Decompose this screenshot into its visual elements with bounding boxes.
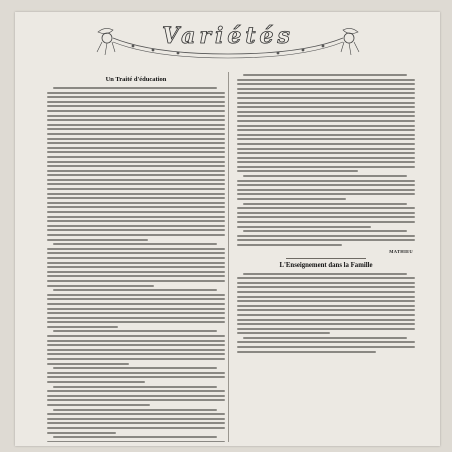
article-title: Un Traité d'éducation (105, 76, 167, 83)
text-line (237, 102, 415, 104)
text-line (47, 133, 225, 135)
text-line (237, 244, 342, 246)
text-line (47, 294, 225, 296)
text-line (47, 317, 225, 319)
text-line (47, 275, 225, 277)
text-line (47, 441, 225, 442)
text-line (53, 409, 217, 411)
text-line (47, 110, 225, 112)
right-column (237, 74, 415, 442)
text-line (47, 124, 225, 126)
text-line (47, 271, 225, 273)
text-line (237, 92, 415, 94)
text-line (237, 332, 330, 334)
text-line (237, 319, 415, 321)
text-line (237, 323, 415, 325)
text-line (47, 303, 225, 305)
text-line (237, 115, 415, 117)
text-line (243, 273, 407, 275)
text-line (47, 399, 225, 401)
text-line (237, 143, 415, 145)
text-line (237, 170, 358, 172)
text-line (237, 193, 415, 195)
text-line (237, 216, 415, 218)
text-line (237, 296, 415, 298)
text-line (47, 372, 225, 374)
text-line (47, 161, 225, 163)
text-line (237, 346, 415, 348)
text-line (53, 243, 217, 245)
text-line (47, 248, 225, 250)
text-line (237, 111, 415, 113)
text-line (237, 129, 415, 131)
text-line (237, 212, 415, 214)
text-line (47, 239, 148, 241)
article-continuation (237, 74, 415, 246)
text-line (237, 239, 415, 241)
text-line (47, 376, 225, 378)
text-line (237, 207, 415, 209)
text-line (237, 161, 415, 163)
text-line (47, 321, 225, 323)
text-line (243, 337, 407, 339)
text-line (47, 220, 225, 222)
text-line (237, 314, 415, 316)
text-line (237, 134, 415, 136)
text-line (47, 188, 225, 190)
text-line (47, 170, 225, 172)
text-line (47, 211, 225, 213)
text-line (53, 87, 217, 89)
text-line (47, 119, 225, 121)
text-line (47, 349, 225, 351)
text-line (237, 88, 415, 90)
text-line (47, 229, 225, 231)
text-line (237, 198, 346, 200)
text-line (47, 262, 225, 264)
text-line (47, 225, 225, 227)
text-line (47, 390, 225, 392)
text-line (243, 203, 407, 205)
text-line (237, 138, 415, 140)
text-line (237, 277, 415, 279)
newspaper-page (15, 12, 440, 446)
text-line (237, 180, 415, 182)
text-line (47, 128, 225, 130)
text-line (237, 328, 415, 330)
text-line (53, 436, 217, 438)
text-line (47, 298, 225, 300)
author-signature: MATHIEU (389, 248, 413, 254)
text-line (47, 266, 225, 268)
text-line (47, 156, 225, 158)
text-line (237, 97, 415, 99)
text-line (47, 363, 129, 365)
text-line (237, 291, 415, 293)
text-line (237, 166, 415, 168)
text-line (237, 148, 415, 150)
text-line (47, 427, 225, 429)
text-line (47, 174, 225, 176)
text-line (237, 300, 415, 302)
text-line (243, 74, 407, 76)
text-line (47, 422, 225, 424)
text-line (47, 142, 225, 144)
text-line (47, 381, 145, 383)
text-line (53, 367, 217, 369)
text-line (237, 351, 376, 353)
text-line (237, 189, 415, 191)
text-line (47, 202, 225, 204)
text-line (47, 92, 225, 94)
text-line (237, 120, 415, 122)
text-line (47, 413, 225, 415)
text-line (243, 175, 407, 177)
text-line (47, 216, 225, 218)
text-line (47, 312, 225, 314)
text-line (47, 326, 118, 328)
text-line (47, 280, 225, 282)
text-line (237, 83, 415, 85)
text-line (47, 151, 225, 153)
text-line (47, 432, 116, 434)
text-line (237, 282, 415, 284)
text-line (237, 184, 415, 186)
text-line (237, 106, 415, 108)
text-line (237, 157, 415, 159)
text-line (237, 286, 415, 288)
text-line (47, 285, 154, 287)
text-line (243, 230, 407, 232)
text-line (47, 340, 225, 342)
text-line (47, 101, 225, 103)
text-line (47, 165, 225, 167)
text-line (53, 386, 217, 388)
text-line (47, 179, 225, 181)
text-line (47, 183, 225, 185)
text-line (47, 335, 225, 337)
varietes-banner (93, 18, 363, 64)
text-line (47, 115, 225, 117)
text-line (47, 418, 225, 420)
text-line (237, 125, 415, 127)
text-line (53, 289, 217, 291)
article-body (47, 87, 225, 442)
text-line (47, 138, 225, 140)
text-line (237, 305, 415, 307)
text-line (47, 96, 225, 98)
text-line (47, 147, 225, 149)
article-title-2: L'Enseignement dans la Famille (279, 261, 373, 269)
text-line (237, 235, 415, 237)
separator-rule (286, 258, 366, 259)
column-divider (228, 72, 229, 442)
text-line (237, 79, 415, 81)
text-line (47, 105, 225, 107)
text-line (237, 309, 415, 311)
text-line (47, 257, 225, 259)
text-line (47, 234, 225, 236)
text-line (237, 152, 415, 154)
article-body-2 (237, 273, 415, 353)
text-line (237, 226, 371, 228)
text-line (237, 341, 415, 343)
text-line (47, 193, 225, 195)
left-column (47, 74, 225, 442)
text-line (47, 308, 225, 310)
text-line (47, 252, 225, 254)
text-line (47, 358, 225, 360)
text-line (47, 353, 225, 355)
text-line (47, 344, 225, 346)
text-line (237, 221, 415, 223)
text-line (47, 197, 225, 199)
section-title: Variétés (162, 23, 294, 49)
text-line (47, 206, 225, 208)
text-line (47, 404, 150, 406)
text-line (53, 330, 217, 332)
text-line (47, 395, 225, 397)
